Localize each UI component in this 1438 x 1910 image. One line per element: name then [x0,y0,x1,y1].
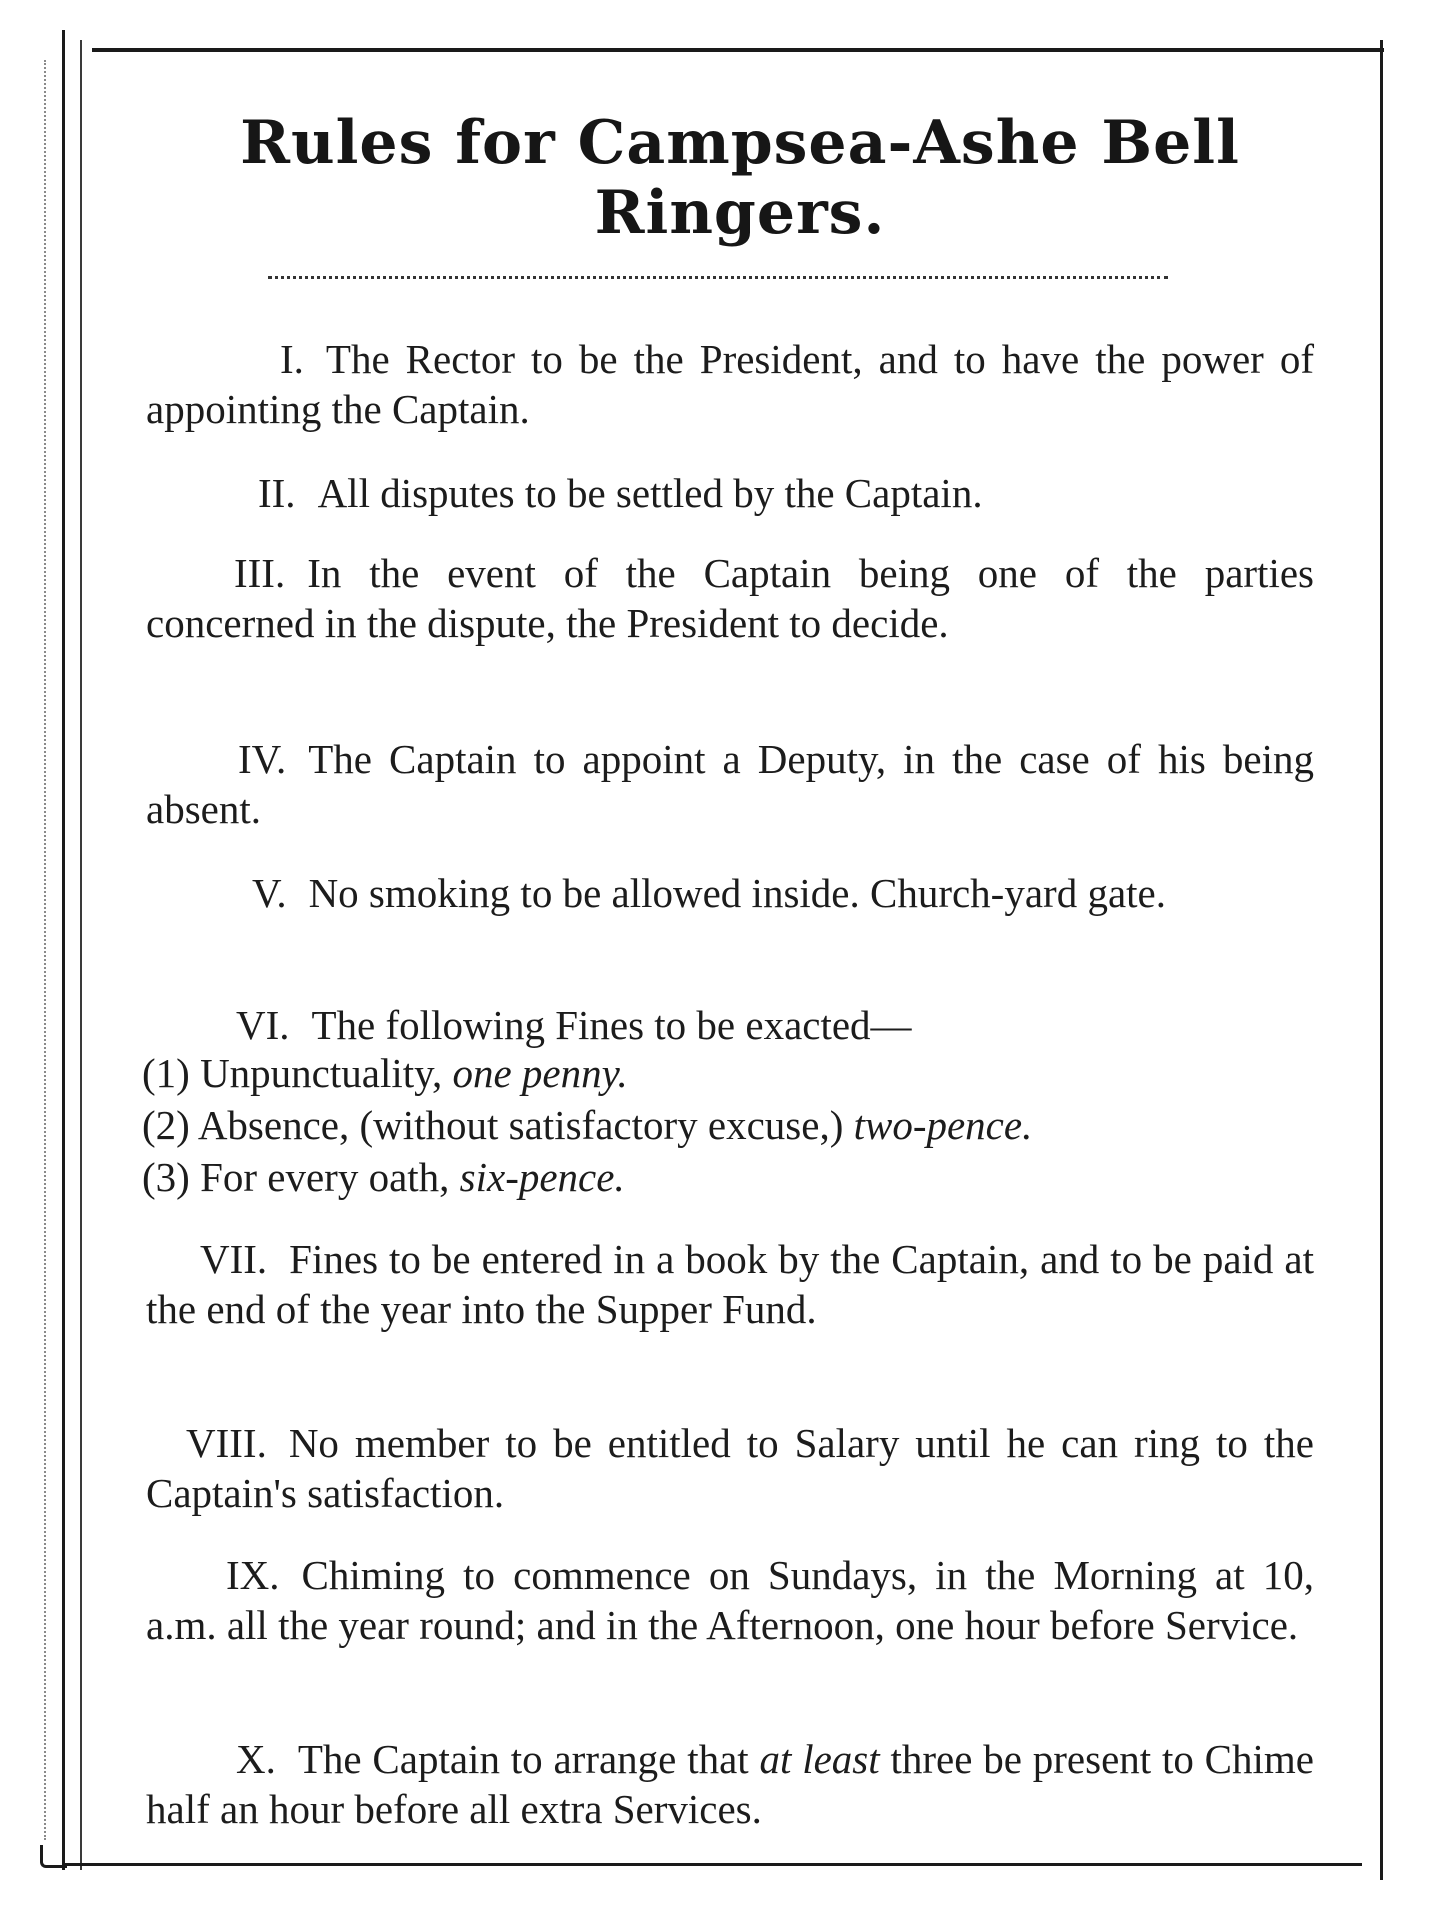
fine-description: Absence, (without satisfactory excuse,) [197,1102,844,1148]
rule-number: VIII. [186,1420,267,1466]
rule-6 [146,1000,1314,1050]
rule-text-after: three be present to Chime half an hour before all extra Services. [146,1736,1315,1832]
page-title: Rules for Campsea-Ashe Bell Ringers. [240,108,1240,248]
fine-item [142,1100,1322,1150]
rule-8 [146,1418,1314,1518]
rule-number: IX. [226,1552,280,1598]
frame-corner-hook [40,1845,67,1868]
rule-number: III. [234,550,286,596]
rule-text: The following Fines to be exacted— [311,1002,912,1048]
fine-description: Unpunctuality, [200,1050,443,1096]
rule-number: VII. [200,1236,268,1282]
rule-1 [146,334,1314,434]
frame-bottom-line [62,1863,1362,1866]
fine-number: (1) [142,1050,190,1096]
rule-number: V. [252,870,287,916]
fine-amount: one penny. [452,1050,628,1096]
rule-text: The Captain to appoint a Deputy, in the case of his being absent. [146,736,1314,832]
rule-9 [146,1550,1314,1650]
rule-text: Fines to be entered in a book by the Captain, and to be paid at the end of the year into the Supper Fund. [146,1236,1314,1332]
rule-text: The Rector to be the President, and to have the power of appointing the Captain. [146,336,1314,432]
rule-text: All disputes to be settled by the Captain. [317,470,983,516]
rule-text: In the event of the Captain being one of the parties concerned in the dispute, the President to decide. [146,550,1314,646]
frame-top-line [92,48,1384,52]
title-dotted-divider [268,276,1168,279]
fine-number: (2) [142,1102,190,1148]
scan-edge-specks [44,60,50,1840]
rule-2 [146,468,1314,518]
rule-number: IV. [238,736,287,782]
fine-amount: two-pence. [853,1102,1033,1148]
rule-number: I. [280,336,304,382]
rule-3 [146,548,1314,648]
rule-4 [146,734,1314,834]
rule-5 [146,868,1314,918]
fine-number: (3) [142,1154,190,1200]
rule-text: Chiming to commence on Sundays, in the Morning at 10, a.m. all the year round; and in the Afternoon, one hour before Service. [146,1552,1314,1648]
fine-item [142,1152,1322,1202]
rule-10 [146,1734,1314,1834]
frame-right-line [1380,40,1383,1880]
rule-number: VI. [236,1002,290,1048]
fine-description: For every oath, [200,1154,450,1200]
rule-text: No smoking to be allowed inside. Church-yard gate. [308,870,1166,916]
frame-left-outer-line [62,30,65,1870]
rule-number: II. [258,470,296,516]
rule-text-emphasis: at least [759,1736,880,1782]
rule-7 [146,1234,1314,1334]
fine-item [142,1048,1322,1098]
rule-text: No member to be entitled to Salary until he can ring to the Captain's satisfaction. [146,1420,1314,1516]
rule-number: X. [236,1736,276,1782]
rule-text-before: The Captain to arrange that [297,1736,749,1782]
frame-left-inner-line [80,40,82,1870]
fine-amount: six-pence. [459,1154,625,1200]
